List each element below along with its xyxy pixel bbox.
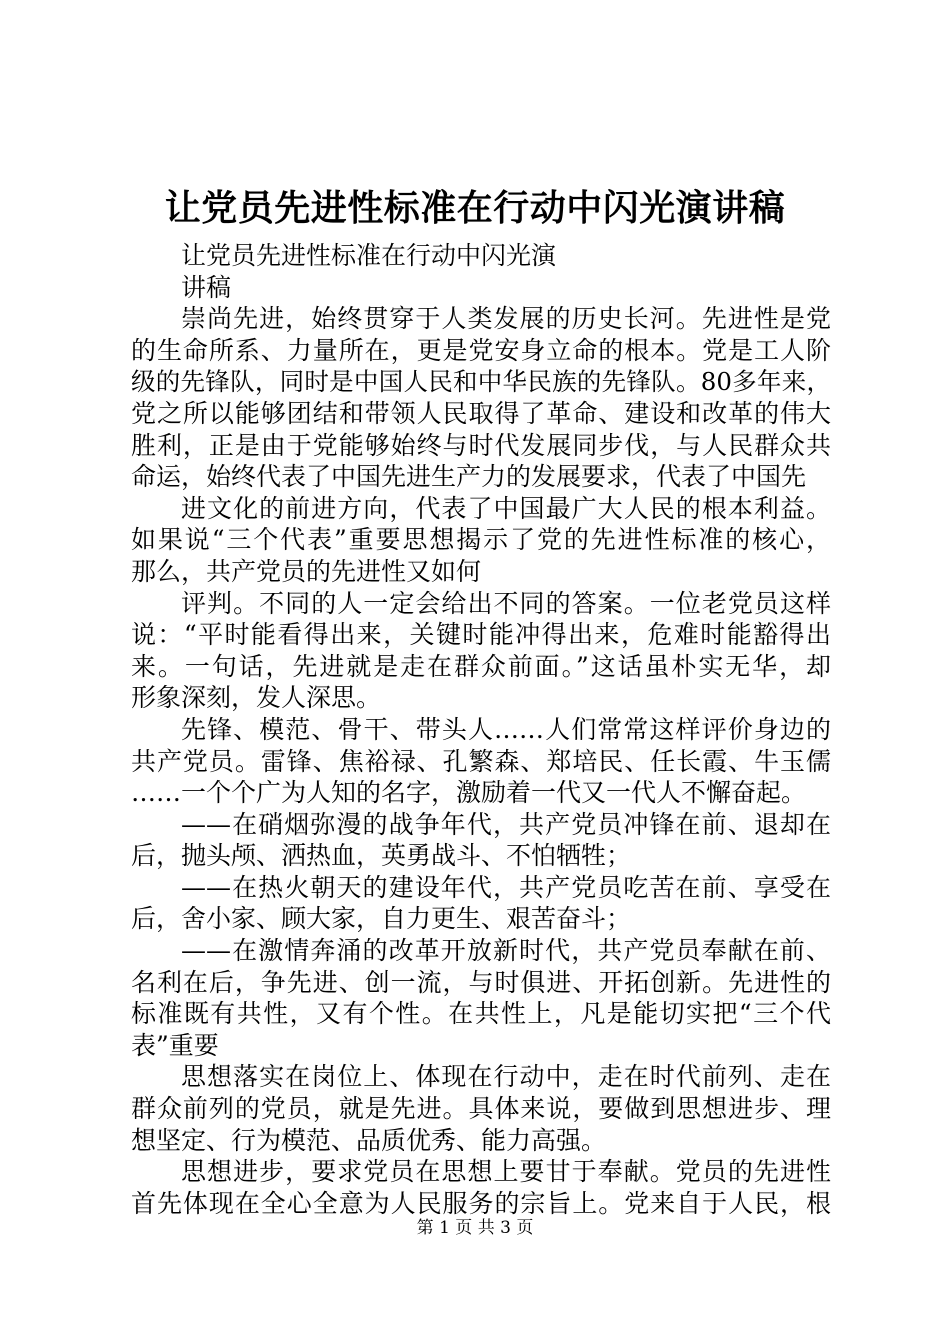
text-line: 进文化的前进方向，代表了中国最广大人民的根本利益。 [181, 493, 831, 523]
page-number-footer: 第 1 页 共 3 页 [416, 1218, 534, 1238]
text-line: ——在激情奔涌的改革开放新时代，共产党员奉献在前、 [181, 936, 831, 966]
text-line: 后，抛头颅、洒热血，英勇战斗、不怕牺牲； [131, 841, 632, 871]
text-line: 思想进步，要求党员在思想上要甘于奉献。党员的先进性 [181, 1157, 831, 1187]
text-line: 表”重要 [131, 1030, 219, 1060]
document-body [131, 240, 831, 1219]
text-line: 标准既有共性，又有个性。在共性上，凡是能切实把“三个代 [131, 999, 831, 1029]
text-line: 评判。不同的人一定会给出不同的答案。一位老党员这样 [181, 588, 831, 618]
text-line: 级的先锋队，同时是中国人民和中华民族的先锋队。80多年来， [131, 367, 831, 397]
text-line: 先锋、模范、骨干、带头人……人们常常这样评价身边的 [181, 714, 831, 744]
text-line: 胜利，正是由于党能够始终与时代发展同步伐，与人民群众共 [131, 430, 831, 460]
page-title: 让党员先进性标准在行动中闪光演讲稿 [164, 187, 786, 229]
text-line: 党之所以能够团结和带领人民取得了革命、建设和改革的伟大 [131, 398, 831, 428]
text-line: 首先体现在全心全意为人民服务的宗旨上。党来自于人民，根 [131, 1188, 831, 1218]
text-line: 崇尚先进，始终贯穿于人类发展的历史长河。先进性是党 [181, 304, 831, 334]
text-line: 来。一句话，先进就是走在群众前面。”这话虽朴实无华，却 [131, 651, 831, 681]
text-line: 讲稿 [181, 272, 232, 302]
text-line: 思想落实在岗位上、体现在行动中，走在时代前列、走在 [181, 1062, 831, 1092]
text-line: ——在热火朝天的建设年代，共产党员吃苦在前、享受在 [181, 872, 831, 902]
text-line: 如果说“三个代表”重要思想揭示了党的先进性标准的核心， [131, 525, 831, 555]
text-line: 名利在后，争先进、创一流，与时俱进、开拓创新。先进性的 [131, 967, 831, 997]
text-line: 让党员先进性标准在行动中闪光演 [181, 241, 557, 270]
text-line: 说：“平时能看得出来，关键时能冲得出来，危难时能豁得出 [131, 620, 831, 650]
text-line: 群众前列的党员，就是先进。具体来说，要做到思想进步、理 [131, 1094, 831, 1124]
text-line: 后，舍小家、顾大家，自力更生、艰苦奋斗； [131, 904, 632, 934]
text-line: 的生命所系、力量所在，更是党安身立命的根本。党是工人阶 [131, 335, 831, 365]
text-line: 命运，始终代表了中国先进生产力的发展要求，代表了中国先 [131, 462, 807, 492]
text-line: 共产党员。雷锋、焦裕禄、孔繁森、郑培民、任长霞、牛玉儒 [131, 746, 831, 776]
text-line: 那么，共产党员的先进性又如何 [131, 556, 482, 586]
text-line: ——在硝烟弥漫的战争年代，共产党员冲锋在前、退却在 [181, 809, 831, 839]
text-line: ……一个个广为人知的名字，激励着一代又一代人不懈奋起。 [131, 778, 807, 808]
text-line: 想坚定、行为模范、品质优秀、能力高强。 [131, 1125, 607, 1155]
text-line: 形象深刻，发人深思。 [131, 683, 382, 713]
